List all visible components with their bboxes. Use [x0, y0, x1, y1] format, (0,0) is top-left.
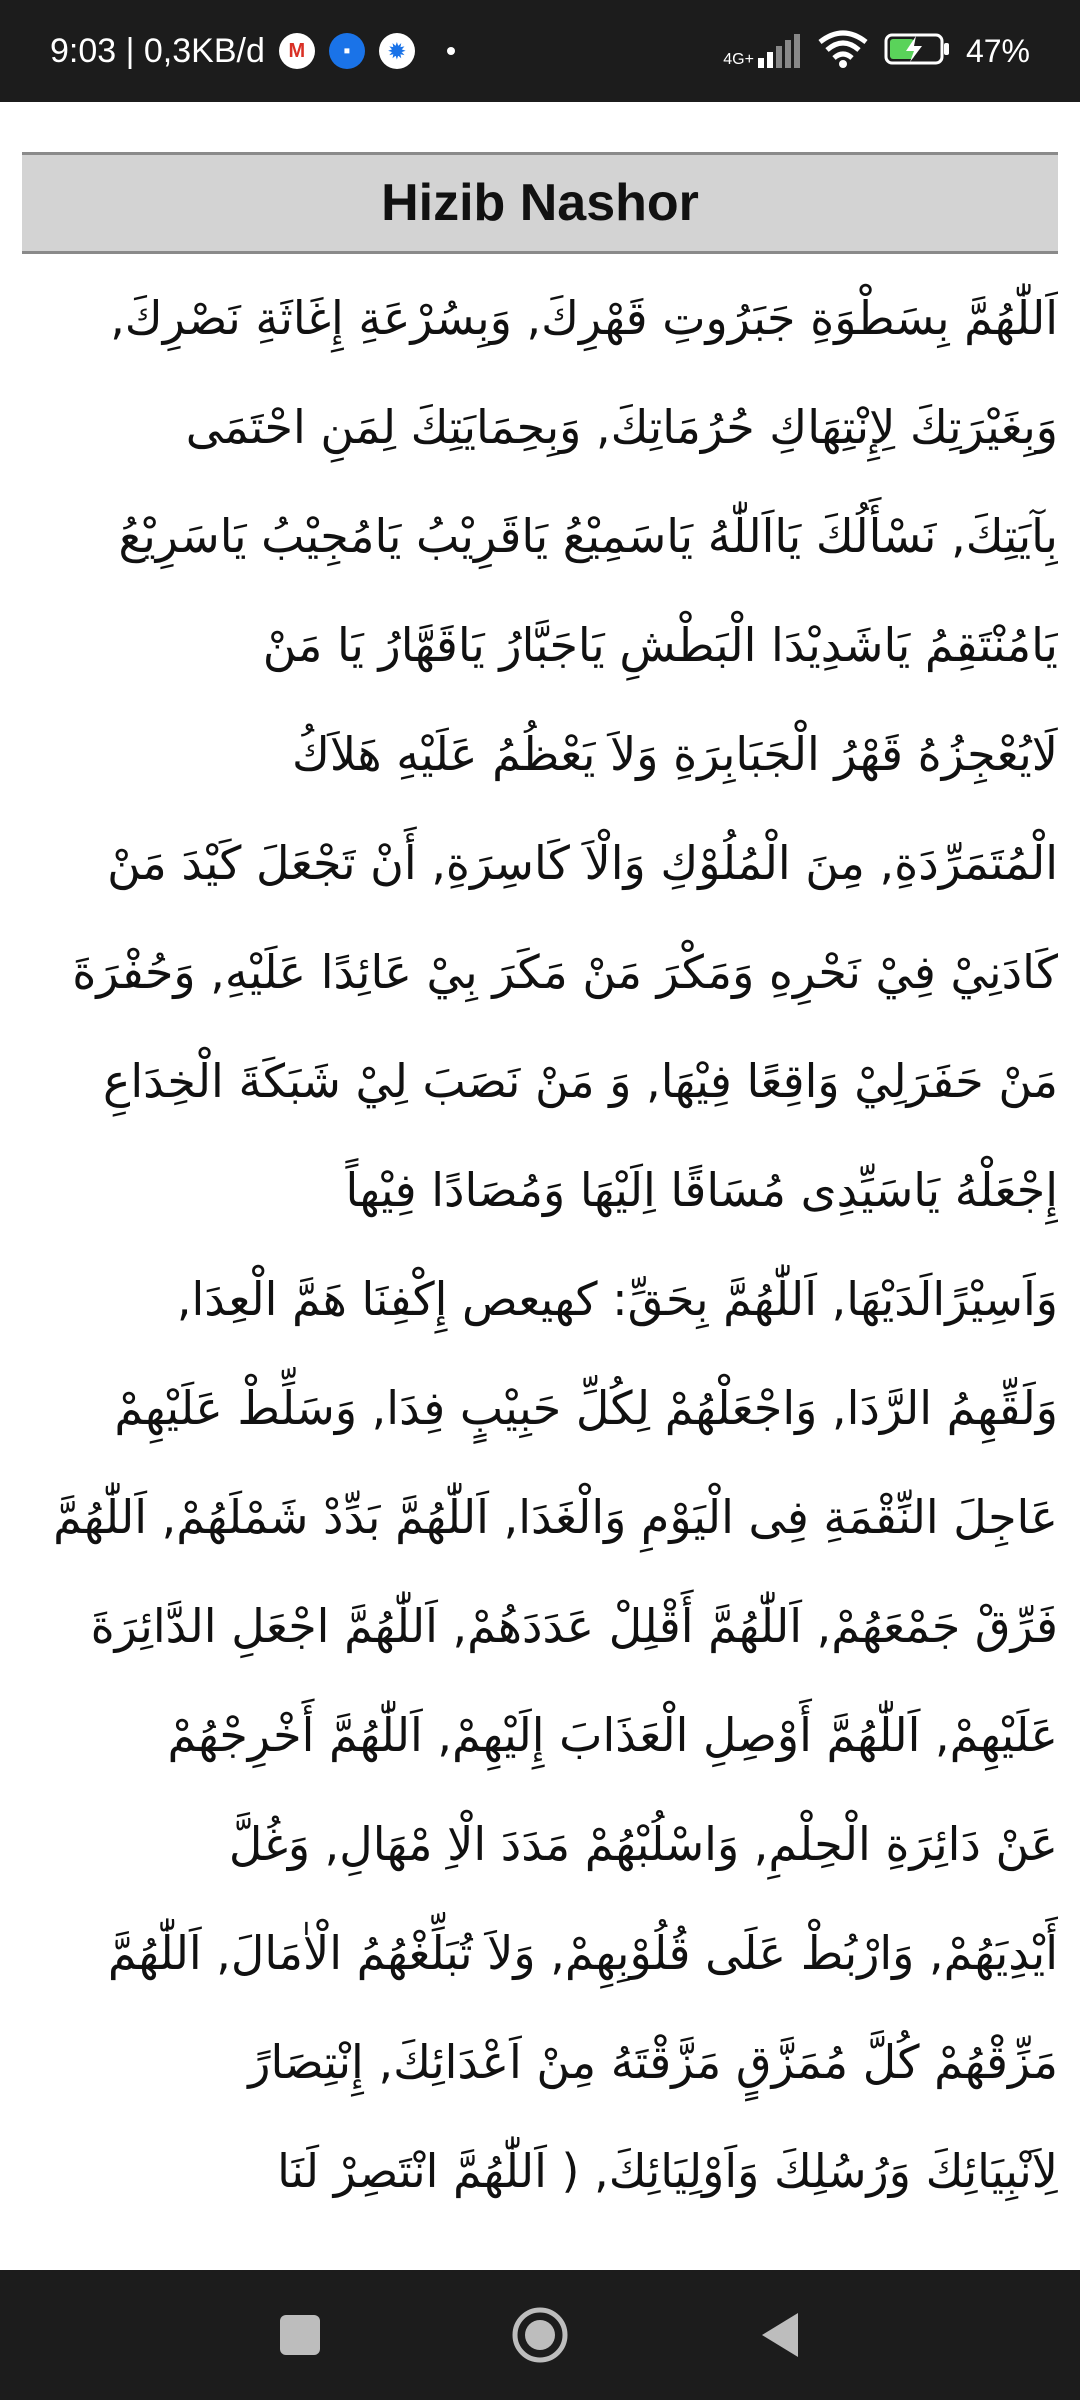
arabic-line: اَللّٰهُمَّ بِسَطْوَةِ جَبَرُوتِ قَهْرِكَ, وَبِسُرْعَةِ إِغَاثَةِ نَصْرِكَ,: [110, 291, 1058, 345]
status-right: [723, 30, 1030, 72]
recents-icon: [278, 2313, 322, 2357]
arabic-line: فَرِّقْ جَمْعَهُمْ, اَللّٰهُمَّ أَقْلِلْ عَدَدَهُمْ, اَللّٰهُمَّ اجْعَلِ الدَّائِرَةَ: [90, 1599, 1058, 1653]
home-icon: [510, 2305, 570, 2365]
arabic-line: عَنْ دَائِرَةِ الْحِلْمِ, وَاسْلُبْهُمْ مَدَدَ الْاِ مْهَالِ, وَغُلَّ: [228, 1817, 1058, 1871]
battery-charging-icon: [884, 32, 950, 70]
arabic-line: كَادَنِيْ فِيْ نَحْرِهِ وَمَكْرَ مَنْ مَكَرَ بِيْ عَائِدًا عَلَيْهِ, وَحُفْرَةَ: [72, 945, 1058, 999]
back-button[interactable]: [740, 2295, 820, 2375]
arabic-line: أَيْدِيَهُمْ, وَارْبُطْ عَلَى قُلُوْبِهِمْ, وَلاَ تُبَلِّغْهُمُ الْاٰمَالَ, اَللّٰهُمَّ: [107, 1926, 1058, 1980]
recents-button[interactable]: [260, 2295, 340, 2375]
page-title: Hizib Nashor: [381, 174, 699, 232]
status-bar: [0, 0, 1080, 102]
back-icon: [758, 2311, 802, 2359]
arabic-line: عَاجِلَ النِّقْمَةِ فِى الْيَوْمِ وَالْغَدَا, اَللّٰهُمَّ بَدِّدْ شَمْلَهُمْ, اَللّٰهُمَّ: [53, 1490, 1058, 1544]
arabic-line: لِاَنْبِيَائِكَ وَرُسُلِكَ وَاَوْلِيَائِكَ, ( اَللّٰهُمَّ انْتَصِرْ لَنَا: [277, 2144, 1058, 2198]
more-notifications-dot-icon: [447, 47, 455, 55]
arabic-line: الْمُتَمَرِّدَةِ, مِنَ الْمُلُوْكِ وَالْاَ كَاسِرَةِ, أَنْ تَجْعَلَ كَيْدَ مَنْ: [107, 836, 1058, 890]
navigation-bar: [0, 2270, 1080, 2400]
arabic-line: وَاَسِيْرًالَدَيْهَا, اَللّٰهُمَّ بِحَقِّ: كهيعص إِكْفِنَا هَمَّ الْعِدَا,: [176, 1272, 1058, 1326]
arabic-line: وَبِغَيْرَتِكَ لِإِنْتِهَاكِ حُرُمَاتِكَ, وَبِحِمَايَتِكَ لِمَنِ احْتَمَى: [185, 400, 1058, 454]
arabic-line: مَزِّقْهُمْ كُلَّ مُمَزَّقٍ مَزَّقْتَهُ مِنْ اَعْدَائِكَ, إِنْتِصَارً: [248, 2035, 1058, 2089]
arabic-line: مَنْ حَفَرَلِيْ وَاقِعًا فِيْهَا, وَ مَنْ نَصَبَ لِيْ شَبَكَةَ الْخِدَاعِ: [102, 1054, 1058, 1108]
battery-percent: 47%: [965, 32, 1030, 69]
status-time-speed: 9:03 | 0,3KB/d: [50, 31, 265, 70]
arabic-line: إِجْعَلْهُ يَاسَيِّدِى مُسَاقًا اِلَيْهَا وَمُصَادًا فِيْهاً: [345, 1163, 1058, 1217]
arabic-line: عَلَيْهِمْ, اَللّٰهُمَّ أَوْصِلِ الْعَذَابَ إِلَيْهِمْ, اَللّٰهُمَّ أَخْرِجْهُمْ: [167, 1708, 1058, 1762]
wifi-icon: [818, 30, 868, 72]
status-left: [50, 32, 455, 71]
settings-gear-icon: ✹: [379, 33, 415, 69]
arabic-line: يَامُنْتَقِمُ يَاشَدِيْدَا الْبَطْشِ يَاجَبَّارُ يَاقَهَّارُ يَا مَنْ: [262, 618, 1058, 672]
arabic-line: بِآيَتِكَ, نَسْأَلُكَ يَااَللّٰهُ يَاسَمِيْعُ يَاقَرِيْبُ يَامُجِيْبُ يَاسَرِيْعُ: [118, 509, 1058, 563]
reader-content[interactable]: [0, 102, 1080, 2270]
arabic-line: وَلَقِّهِمُ الرَّدَا, وَاجْعَلْهُمْ لِكُلِّ حَبِيْبٍ فِدَا, وَسَلِّطْ عَلَيْهِمْ: [114, 1381, 1058, 1435]
chat-icon: ▪: [329, 33, 365, 69]
title-bar: [22, 152, 1058, 254]
network-signal-icon: [723, 34, 802, 68]
gmail-icon: M: [279, 33, 315, 69]
network-type: 4G+: [723, 51, 754, 68]
arabic-text-body: [22, 264, 1058, 2226]
home-button[interactable]: [500, 2295, 580, 2375]
arabic-line: لَايُعْجِزُهُ قَهْرُ الْجَبَابِرَةِ وَلاَ يَعْظُمُ عَلَيْهِ هَلاَكُ: [291, 727, 1058, 781]
